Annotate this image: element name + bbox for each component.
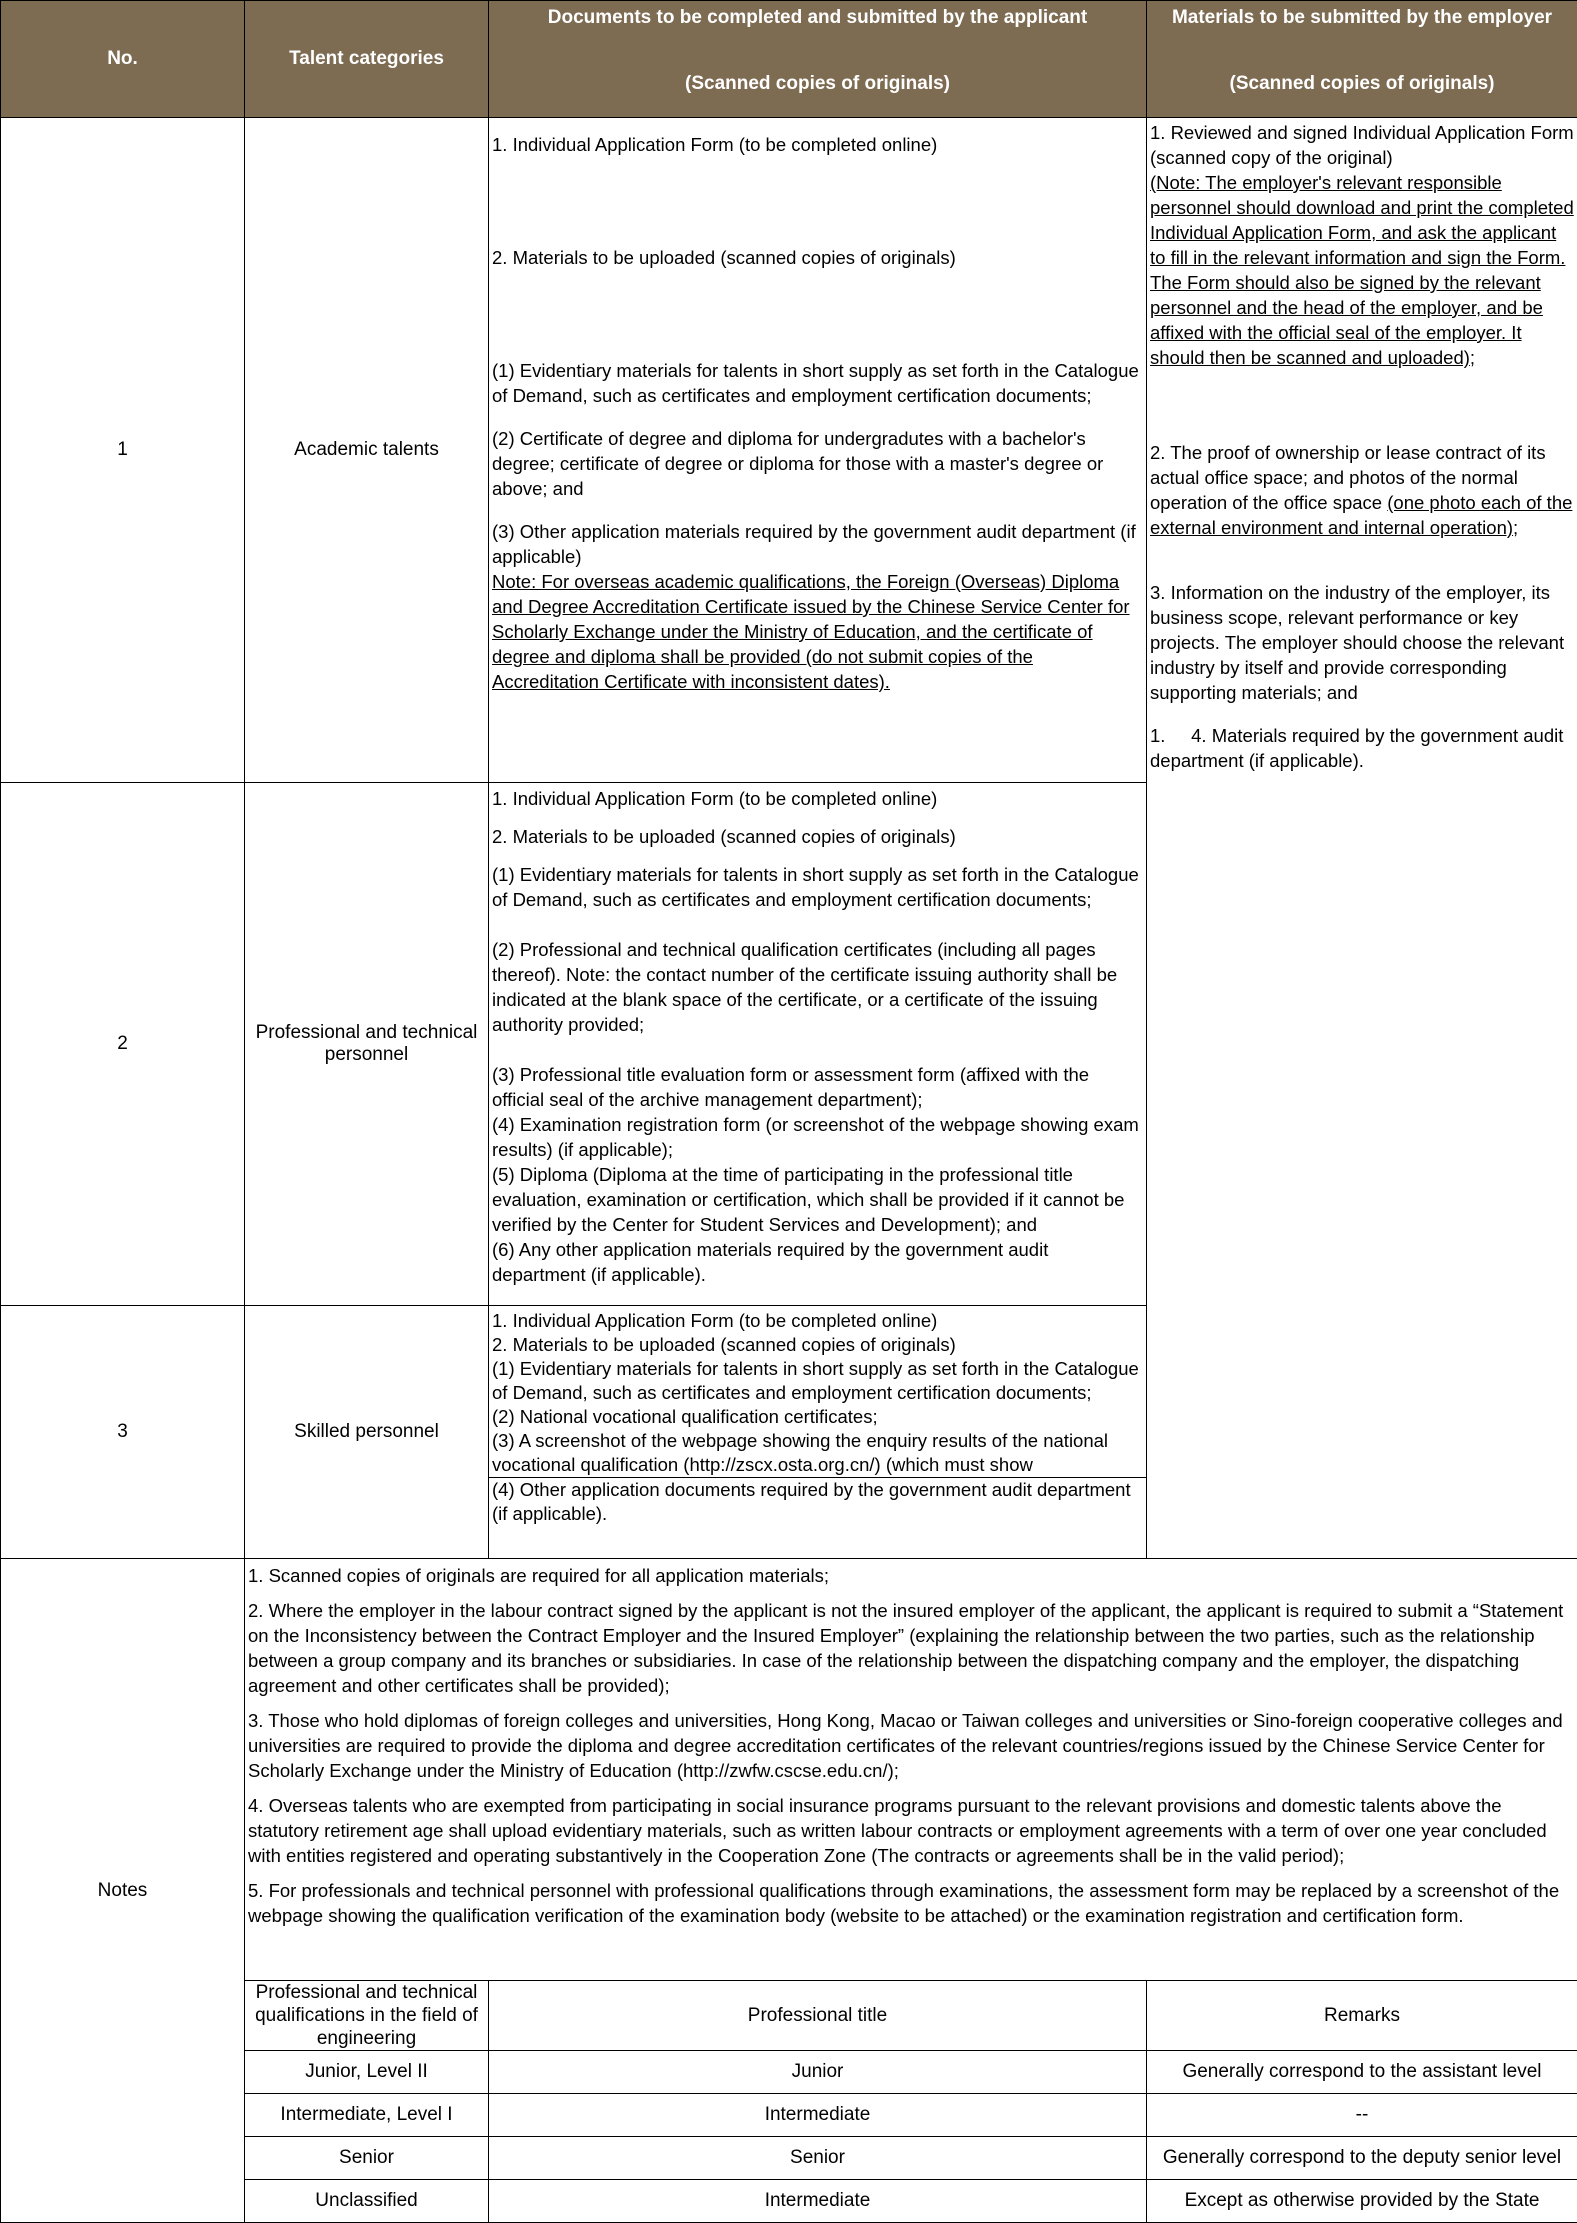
note-item: 2. Where the employer in the labour contract signed by the applicant is not the insured employer of the applicant, the applicant is required to submit a “Statement on the Inconsistency between the Contract Employer and the Insured Employer” (explaining the relationship between the two parties, such as the relationship between a group company and its branches or subsidiaries. In case of the relationship between the dispatching company and the employer, the dispatching agreement and other certificates shall be provided);: [248, 1598, 1574, 1698]
note-item: 3. Those who hold diplomas of foreign colleges and universities, Hong Kong, Macao or Taiwan colleges and universities or Sino-foreign cooperative colleges and universities are required to provide the diploma and degree accreditation certificates of the relevant countries/regions issued by the Chinese Service Center for Scholarly Exchange under the Ministry of Education (http://zwfw.cscse.edu.cn/);: [248, 1708, 1574, 1783]
talent-category: Academic talents: [245, 118, 489, 783]
list-item: (2) Certificate of degree and diploma for undergradutes with a bachelor's degree; certificate of degree or diploma for those with a master's degree or above; and: [492, 426, 1143, 501]
table-row: [1, 118, 1577, 783]
list-item: (2) Professional and technical qualification certificates (including all pages thereof). Note: the contact number of the certificate issuing authority shall be indicated at the blank space of the certificate, or a certificate of the issuing authority provided;: [492, 937, 1143, 1037]
remarks-header: Remarks: [1147, 1981, 1577, 2051]
qualification-header: Professional and technical qualifications in the field of engineering: [245, 1981, 489, 2051]
header-category: Talent categories: [245, 1, 489, 118]
employer-item: 2. The proof of ownership or lease contract of its actual office space; and photos of the normal operation of the office space (one photo each of the external environment and internal operation);: [1150, 440, 1574, 540]
list-item: (6) Any other application materials required by the government audit department (if applicable).: [492, 1237, 1143, 1287]
talent-category: Professional and technical personnel: [245, 783, 489, 1306]
list-item: 1. Individual Application Form (to be completed online): [492, 1309, 1143, 1333]
list-item: 1. Individual Application Form (to be completed online): [492, 786, 1143, 811]
professional-title: Junior: [489, 2051, 1147, 2094]
remarks: --: [1147, 2094, 1577, 2137]
remarks: Generally correspond to the deputy senior level: [1147, 2137, 1577, 2180]
notes-row: [1, 1559, 1577, 1981]
qualification-level: Junior, Level II: [245, 2051, 489, 2094]
list-item: (5) Diploma (Diploma at the time of participating in the professional title evaluation, examination or certification, which shall be provided if it cannot be verified by the Center for Student Services and Development); and: [492, 1162, 1143, 1237]
applicant-docs-cell: [489, 783, 1147, 1306]
professional-title: Intermediate: [489, 2094, 1147, 2137]
header-no: No.: [1, 1, 245, 118]
note-item: 5. For professionals and technical personnel with professional qualifications through examinations, the assessment form may be replaced by a screenshot of the webpage showing the qualification verification of the examination body (website to be attached) or the examination registration and certification form.: [248, 1878, 1574, 1928]
header-applicant-docs: Documents to be completed and submitted by the applicant (Scanned copies of originals): [489, 1, 1147, 118]
list-item: 2. Materials to be uploaded (scanned copies of originals): [492, 1333, 1143, 1357]
professional-title: Intermediate: [489, 2180, 1147, 2223]
employer-item-note: (Note: The employer's relevant responsible personnel should download and print the completed Individual Application Form, and ask the applicant to fill in the relevant information and sign the Form. The Form should also be signed by the relevant personnel and the head of the employer, and be affixed with the official seal of the employer. It should then be scanned and uploaded);: [1150, 170, 1574, 370]
list-item: 2. Materials to be uploaded (scanned copies of originals): [492, 824, 1143, 849]
list-item: (1) Evidentiary materials for talents in short supply as set forth in the Catalogue of Demand, such as certificates and employment certification documents;: [492, 862, 1143, 912]
row-number: 2: [1, 783, 245, 1306]
remarks: Except as otherwise provided by the State: [1147, 2180, 1577, 2223]
list-item: (4) Other application documents required by the government audit department (if applicable).: [489, 1477, 1146, 1526]
header-employer-docs: Materials to be submitted by the employer (Scanned copies of originals): [1147, 1, 1577, 118]
notes-label: Notes: [1, 1559, 245, 2223]
list-item: (1) Evidentiary materials for talents in short supply as set forth in the Catalogue of Demand, such as certificates and employment certification documents;: [492, 1357, 1143, 1405]
qualification-level: Unclassified: [245, 2180, 489, 2223]
qualification-level: Intermediate, Level I: [245, 2094, 489, 2137]
employer-item: 1. Reviewed and signed Individual Application Form (scanned copy of the original): [1150, 120, 1574, 170]
row-number: 3: [1, 1306, 245, 1559]
applicant-docs-cell: [489, 1306, 1147, 1559]
list-item: (3) A screenshot of the webpage showing the enquiry results of the national vocational qualification (http://zscx.osta.org.cn/) (which must show: [492, 1429, 1143, 1477]
applicant-docs-cell: [489, 118, 1147, 783]
list-item: (4) Examination registration form (or screenshot of the webpage showing exam results) (if applicable);: [492, 1112, 1143, 1162]
row-number: 1: [1, 118, 245, 783]
qualification-level: Senior: [245, 2137, 489, 2180]
note-item: 1. Scanned copies of originals are required for all application materials;: [248, 1563, 1574, 1588]
list-item: 2. Materials to be uploaded (scanned copies of originals): [492, 245, 1143, 270]
list-item: (1) Evidentiary materials for talents in short supply as set forth in the Catalogue of Demand, such as certificates and employment certification documents;: [492, 358, 1143, 408]
overseas-note: Note: For overseas academic qualifications, the Foreign (Overseas) Diploma and Degree Accreditation Certificate issued by the Chinese Service Center for Scholarly Exchange under the Ministry of Education, and the certificate of degree and diploma shall be provided (do not submit copies of the Accreditation Certificate with inconsistent dates).: [492, 569, 1143, 694]
employer-item: 3. Information on the industry of the employer, its business scope, relevant performance or key projects. The employer should choose the relevant industry by itself and provide corresponding supporting materials; and: [1150, 580, 1574, 705]
list-item: (2) National vocational qualification certificates;: [492, 1405, 1143, 1429]
list-item: (3) Other application materials required by the government audit department (if applicable): [492, 519, 1143, 569]
list-item: (3) Professional title evaluation form or assessment form (affixed with the official seal of the archive management department);: [492, 1062, 1143, 1112]
notes-cell: [245, 1559, 1577, 1981]
employer-item: 1. 4. Materials required by the government audit department (if applicable).: [1150, 723, 1574, 773]
list-item: 1. Individual Application Form (to be completed online): [492, 132, 1143, 157]
remarks: Generally correspond to the assistant level: [1147, 2051, 1577, 2094]
title-header: Professional title: [489, 1981, 1147, 2051]
professional-title: Senior: [489, 2137, 1147, 2180]
note-item: 4. Overseas talents who are exempted from participating in social insurance programs pursuant to the relevant provisions and domestic talents above the statutory retirement age shall upload evidentiary materials, such as written labour contracts or employment agreements with a term of over one year concluded with entities registered and operating substantively in the Cooperation Zone (The contracts or agreements shall be in the valid period);: [248, 1793, 1574, 1868]
employer-materials-cell: [1147, 118, 1577, 1559]
talent-category: Skilled personnel: [245, 1306, 489, 1559]
header-row: [1, 1, 1577, 118]
